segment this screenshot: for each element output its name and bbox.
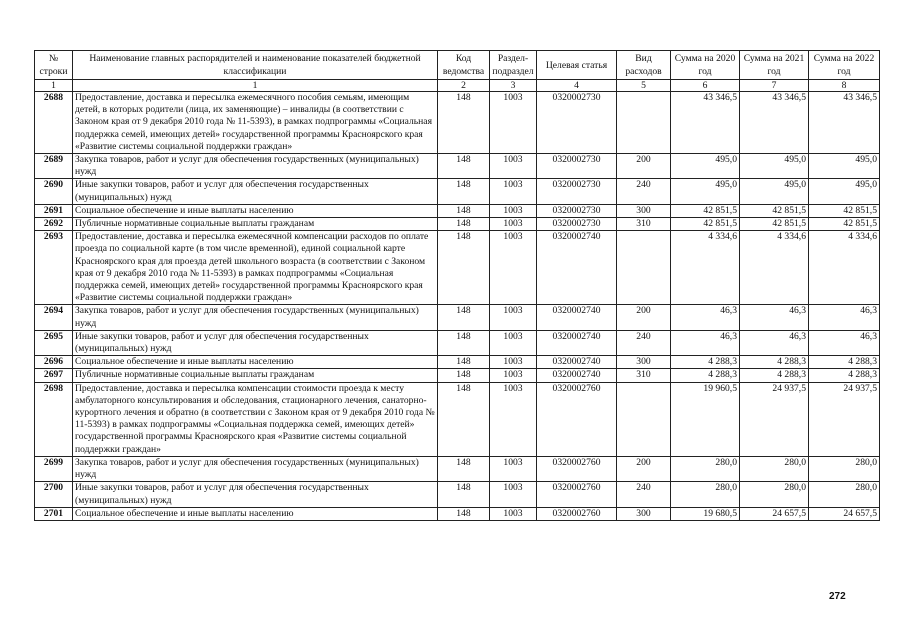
table-row <box>35 305 880 330</box>
row-sum-2020-cell: 4 334,6 <box>671 231 740 305</box>
budget-table <box>34 50 880 521</box>
row-name-cell: Иные закупки товаров, работ и услуг для обеспечения государственных (муниципальных) нужд <box>73 330 438 355</box>
row-number-cell: 2689 <box>35 154 73 179</box>
row-expense-type-cell: 300 <box>617 204 671 217</box>
row-number-cell: 2692 <box>35 218 73 231</box>
row-dept-code-cell: 148 <box>438 231 490 305</box>
row-sum-2022-cell: 495,0 <box>809 179 880 204</box>
row-section-cell: 1003 <box>490 231 537 305</box>
row-dept-code-cell: 148 <box>438 369 490 382</box>
row-expense-type-cell: 300 <box>617 356 671 369</box>
row-section-cell: 1003 <box>490 330 537 355</box>
row-number-cell: 2701 <box>35 507 73 520</box>
row-sum-2020-cell: 42 851,5 <box>671 204 740 217</box>
row-name-cell: Закупка товаров, работ и услуг для обеспечения государственных (муниципальных) нужд <box>73 456 438 481</box>
row-sum-2022-cell: 280,0 <box>809 482 880 507</box>
row-sum-2020-cell: 280,0 <box>671 482 740 507</box>
column-number: 1 <box>73 80 438 92</box>
row-sum-2021-cell: 46,3 <box>740 330 809 355</box>
row-expense-type-cell: 300 <box>617 507 671 520</box>
row-sum-2020-cell: 280,0 <box>671 456 740 481</box>
row-name-cell: Предоставление, доставка и пересылка ежемесячной компенсации расходов по оплате проезда по социальной карте (в том числе временной), единой социальной карте Красноярского края для проезда детей школьного возраста (в соответствии с Законом края от 9 декабря 2010 года № 11-5393) в рамках подпрограммы «Социальная поддержка семей, имеющих детей» государственной программы Красноярского края «Развитие системы социальной поддержки граждан» <box>73 231 438 305</box>
row-number-cell: 2691 <box>35 204 73 217</box>
row-dept-code-cell: 148 <box>438 204 490 217</box>
row-expense-type-cell <box>617 231 671 305</box>
row-target-article-cell: 0320002760 <box>537 456 617 481</box>
header-row-no: № строки <box>35 51 73 80</box>
row-name-cell: Иные закупки товаров, работ и услуг для обеспечения государственных (муниципальных) нужд <box>73 179 438 204</box>
table-row <box>35 231 880 305</box>
row-name-cell: Закупка товаров, работ и услуг для обеспечения государственных (муниципальных) нужд <box>73 305 438 330</box>
row-name-cell: Закупка товаров, работ и услуг для обеспечения государственных (муниципальных) нужд <box>73 154 438 179</box>
row-dept-code-cell: 148 <box>438 330 490 355</box>
row-sum-2021-cell: 4 334,6 <box>740 231 809 305</box>
row-section-cell: 1003 <box>490 482 537 507</box>
row-number-cell: 2694 <box>35 305 73 330</box>
row-name-cell: Публичные нормативные социальные выплаты гражданам <box>73 218 438 231</box>
row-target-article-cell: 0320002730 <box>537 218 617 231</box>
column-number: 5 <box>617 80 671 92</box>
row-target-article-cell: 0320002730 <box>537 92 617 154</box>
row-expense-type-cell: 200 <box>617 305 671 330</box>
row-sum-2022-cell: 42 851,5 <box>809 218 880 231</box>
row-dept-code-cell: 148 <box>438 305 490 330</box>
header-sum-2021: Сумма на 2021 год <box>740 51 809 80</box>
column-number: 3 <box>490 80 537 92</box>
row-dept-code-cell: 148 <box>438 92 490 154</box>
row-sum-2020-cell: 495,0 <box>671 179 740 204</box>
row-sum-2020-cell: 19 960,5 <box>671 382 740 456</box>
row-target-article-cell: 0320002730 <box>537 179 617 204</box>
row-name-cell: Предоставление, доставка и пересылка ежемесячного пособия семьям, имеющим детей, в которых родители (лица, их заменяющие) – инвалиды (в соответствии с Законом края от 9 декабря 2010 года № 11-5393), в рамках подпрограммы «Социальная поддержка семей, имеющих детей» государственной программы Красноярского края «Развитие системы социальной поддержки граждан» <box>73 92 438 154</box>
row-number-cell: 2700 <box>35 482 73 507</box>
row-section-cell: 1003 <box>490 92 537 154</box>
row-sum-2022-cell: 4 288,3 <box>809 369 880 382</box>
row-section-cell: 1003 <box>490 179 537 204</box>
row-sum-2021-cell: 24 937,5 <box>740 382 809 456</box>
row-dept-code-cell: 148 <box>438 218 490 231</box>
table-row <box>35 356 880 369</box>
row-expense-type-cell: 240 <box>617 330 671 355</box>
table-body <box>35 92 880 521</box>
row-target-article-cell: 0320002760 <box>537 482 617 507</box>
row-section-cell: 1003 <box>490 305 537 330</box>
row-dept-code-cell: 148 <box>438 179 490 204</box>
row-sum-2020-cell: 43 346,5 <box>671 92 740 154</box>
column-number: 4 <box>537 80 617 92</box>
row-sum-2022-cell: 4 288,3 <box>809 356 880 369</box>
row-target-article-cell: 0320002760 <box>537 382 617 456</box>
table-row <box>35 482 880 507</box>
row-sum-2022-cell: 46,3 <box>809 330 880 355</box>
header-sum-2022: Сумма на 2022 год <box>809 51 880 80</box>
row-expense-type-cell: 240 <box>617 482 671 507</box>
row-sum-2020-cell: 42 851,5 <box>671 218 740 231</box>
row-dept-code-cell: 148 <box>438 507 490 520</box>
row-expense-type-cell: 310 <box>617 218 671 231</box>
row-target-article-cell: 0320002760 <box>537 507 617 520</box>
row-dept-code-cell: 148 <box>438 456 490 481</box>
column-number: 8 <box>809 80 880 92</box>
row-number-cell: 2699 <box>35 456 73 481</box>
row-name-cell: Иные закупки товаров, работ и услуг для обеспечения государственных (муниципальных) нужд <box>73 482 438 507</box>
row-section-cell: 1003 <box>490 218 537 231</box>
row-dept-code-cell: 148 <box>438 356 490 369</box>
table-row <box>35 507 880 520</box>
column-number: 1 <box>35 80 73 92</box>
column-number: 2 <box>438 80 490 92</box>
header-target-article: Целевая статья <box>537 51 617 80</box>
row-sum-2021-cell: 4 288,3 <box>740 356 809 369</box>
row-section-cell: 1003 <box>490 507 537 520</box>
row-sum-2022-cell: 280,0 <box>809 456 880 481</box>
row-sum-2021-cell: 42 851,5 <box>740 218 809 231</box>
row-sum-2022-cell: 495,0 <box>809 154 880 179</box>
table-row <box>35 218 880 231</box>
table-row <box>35 92 880 154</box>
row-sum-2022-cell: 4 334,6 <box>809 231 880 305</box>
header-sum-2020: Сумма на 2020 год <box>671 51 740 80</box>
row-number-cell: 2696 <box>35 356 73 369</box>
row-name-cell: Социальное обеспечение и иные выплаты населению <box>73 356 438 369</box>
row-sum-2020-cell: 46,3 <box>671 305 740 330</box>
row-expense-type-cell: 310 <box>617 369 671 382</box>
row-sum-2020-cell: 4 288,3 <box>671 356 740 369</box>
row-number-cell: 2697 <box>35 369 73 382</box>
column-number: 6 <box>671 80 740 92</box>
table-header <box>35 51 880 92</box>
row-name-cell: Социальное обеспечение и иные выплаты населению <box>73 204 438 217</box>
row-sum-2022-cell: 43 346,5 <box>809 92 880 154</box>
row-sum-2020-cell: 4 288,3 <box>671 369 740 382</box>
row-sum-2022-cell: 24 937,5 <box>809 382 880 456</box>
header-expense-type: Вид расходов <box>617 51 671 80</box>
table-row <box>35 382 880 456</box>
row-sum-2021-cell: 46,3 <box>740 305 809 330</box>
row-sum-2021-cell: 280,0 <box>740 482 809 507</box>
header-section: Раздел-подраздел <box>490 51 537 80</box>
row-sum-2021-cell: 495,0 <box>740 154 809 179</box>
row-name-cell: Публичные нормативные социальные выплаты гражданам <box>73 369 438 382</box>
row-section-cell: 1003 <box>490 382 537 456</box>
table-row <box>35 204 880 217</box>
row-target-article-cell: 0320002730 <box>537 154 617 179</box>
row-number-cell: 2695 <box>35 330 73 355</box>
row-target-article-cell: 0320002730 <box>537 204 617 217</box>
row-target-article-cell: 0320002740 <box>537 356 617 369</box>
table-row <box>35 369 880 382</box>
header-dept-code: Код ведомства <box>438 51 490 80</box>
row-sum-2020-cell: 19 680,5 <box>671 507 740 520</box>
page-number: 272 <box>829 591 846 602</box>
row-name-cell: Предоставление, доставка и пересылка компенсации стоимости проезда к месту амбулаторного консультирования и обследования, стационарного лечения, санаторно-курортного лечения и обратно (в соответствии с Законом края от 9 декабря 2010 года № 11-5393) в рамках подпрограммы «Социальная поддержка семей, имеющих детей» государственной программы Красноярского края «Развитие системы социальной поддержки граждан» <box>73 382 438 456</box>
row-expense-type-cell: 200 <box>617 154 671 179</box>
row-dept-code-cell: 148 <box>438 154 490 179</box>
row-target-article-cell: 0320002740 <box>537 369 617 382</box>
row-target-article-cell: 0320002740 <box>537 330 617 355</box>
row-expense-type-cell <box>617 382 671 456</box>
row-expense-type-cell: 200 <box>617 456 671 481</box>
row-section-cell: 1003 <box>490 456 537 481</box>
row-expense-type-cell <box>617 92 671 154</box>
row-sum-2020-cell: 46,3 <box>671 330 740 355</box>
row-number-cell: 2698 <box>35 382 73 456</box>
row-sum-2021-cell: 280,0 <box>740 456 809 481</box>
row-section-cell: 1003 <box>490 369 537 382</box>
row-sum-2020-cell: 495,0 <box>671 154 740 179</box>
row-section-cell: 1003 <box>490 356 537 369</box>
row-number-cell: 2688 <box>35 92 73 154</box>
table-row <box>35 330 880 355</box>
row-target-article-cell: 0320002740 <box>537 305 617 330</box>
column-number: 7 <box>740 80 809 92</box>
row-sum-2021-cell: 495,0 <box>740 179 809 204</box>
row-sum-2022-cell: 42 851,5 <box>809 204 880 217</box>
row-sum-2021-cell: 43 346,5 <box>740 92 809 154</box>
row-number-cell: 2693 <box>35 231 73 305</box>
row-section-cell: 1003 <box>490 204 537 217</box>
table-row <box>35 154 880 179</box>
row-dept-code-cell: 148 <box>438 382 490 456</box>
row-sum-2022-cell: 24 657,5 <box>809 507 880 520</box>
table-row <box>35 456 880 481</box>
row-expense-type-cell: 240 <box>617 179 671 204</box>
row-sum-2021-cell: 24 657,5 <box>740 507 809 520</box>
row-sum-2022-cell: 46,3 <box>809 305 880 330</box>
row-section-cell: 1003 <box>490 154 537 179</box>
row-name-cell: Социальное обеспечение и иные выплаты населению <box>73 507 438 520</box>
column-number-row <box>35 80 880 92</box>
header-name: Наименование главных распорядителей и наименование показателей бюджетной классификации <box>73 51 438 80</box>
table-row <box>35 179 880 204</box>
row-dept-code-cell: 148 <box>438 482 490 507</box>
row-target-article-cell: 0320002740 <box>537 231 617 305</box>
row-number-cell: 2690 <box>35 179 73 204</box>
row-sum-2021-cell: 4 288,3 <box>740 369 809 382</box>
row-sum-2021-cell: 42 851,5 <box>740 204 809 217</box>
